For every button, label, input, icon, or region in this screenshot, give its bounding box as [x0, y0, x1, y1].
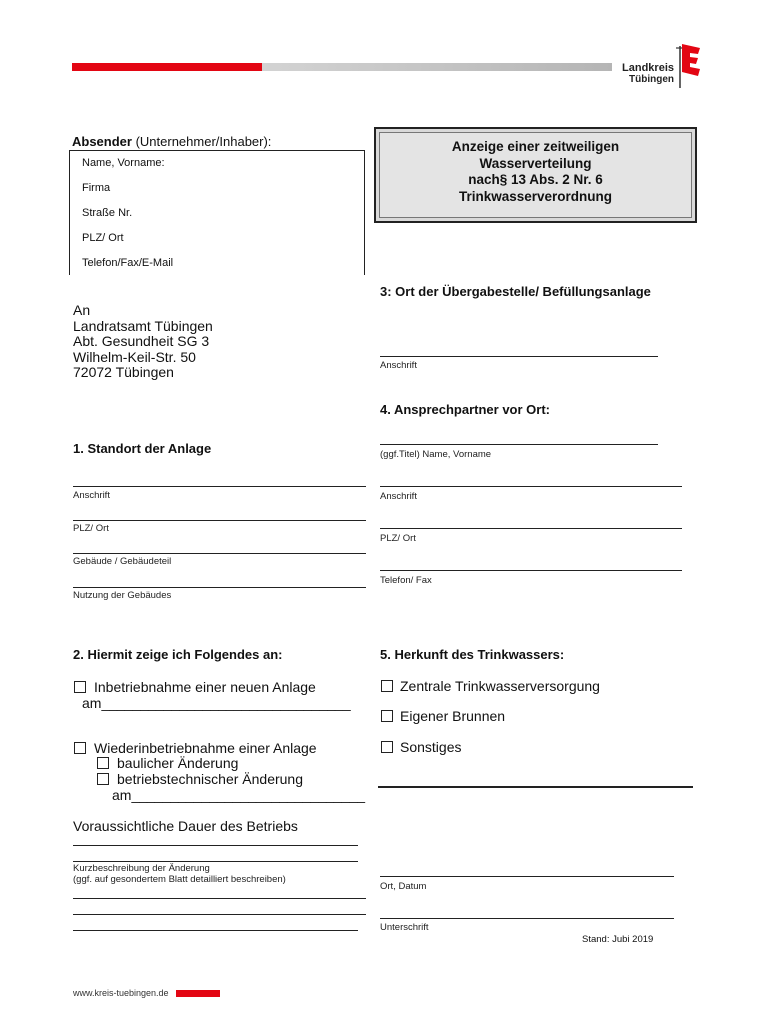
description-line-4[interactable]	[73, 930, 358, 931]
version-stamp: Stand: Jubi 2019	[582, 934, 654, 945]
description-label-line1: Kurzbeschreibung der Änderung	[73, 863, 210, 874]
recipient-line: Abt. Gesundheit SG 3	[73, 333, 210, 349]
section4-name-label: (ggf.Titel) Name, Vorname	[380, 449, 492, 460]
other-specify-line[interactable]	[378, 786, 693, 788]
sender-heading	[72, 134, 271, 149]
recipient-line: An	[73, 302, 91, 318]
form-title-box	[374, 127, 697, 223]
recipient-line: 72072 Tübingen	[73, 364, 174, 380]
section1-zip-label: PLZ/ Ort	[73, 523, 109, 534]
title-line: Anzeige einer zeitweiligen	[451, 139, 620, 154]
sender-field-company: Firma	[82, 182, 111, 194]
section1-usage-label: Nutzung der Gebäudes	[73, 590, 172, 601]
sender-field-street: Straße Nr.	[82, 207, 133, 219]
header-bar-grey	[262, 63, 612, 71]
section1-address-line[interactable]	[73, 486, 366, 487]
section1-building-line[interactable]	[73, 553, 366, 554]
checkbox-structural-change[interactable]	[97, 757, 109, 769]
section5-heading: 5. Herkunft des Trinkwassers:	[380, 647, 565, 662]
title-line: Trinkwasserverordnung	[458, 188, 613, 204]
recipient-line: Landratsamt Tübingen	[73, 317, 213, 334]
section1-address-label: Anschrift	[73, 490, 110, 501]
title-line: Wasserverteilung	[479, 155, 592, 171]
sender-field-contact: Telefon/Fax/E-Mail	[82, 257, 174, 269]
sender-field-zip-city: PLZ/ Ort	[82, 232, 124, 244]
section1-usage-line[interactable]	[73, 587, 366, 588]
option-central-supply-label: Zentrale Trinkwasserversorgung	[400, 678, 600, 694]
sender-heading-bold: Absender	[72, 134, 132, 149]
footer-red-bar	[176, 990, 220, 997]
section4-name-line[interactable]	[380, 444, 658, 445]
option-structural-change-label: baulicher Änderung	[117, 755, 239, 771]
section4-phone-label: Telefon/ Fax	[380, 575, 432, 586]
signature-line[interactable]	[380, 918, 674, 919]
option-new-installation-label: Inbetriebnahme einer neuen Anlage	[94, 679, 316, 695]
option-technical-change-label: betriebstechnischer Änderung	[117, 771, 304, 787]
checkbox-technical-change[interactable]	[97, 773, 109, 785]
logo-text	[612, 62, 674, 85]
section4-zip-line[interactable]	[380, 528, 682, 529]
place-date-line[interactable]	[380, 876, 674, 877]
signature-label: Unterschrift	[380, 922, 429, 933]
option-other-label: Sonstiges	[400, 739, 462, 755]
restart-date-field[interactable]: am______________________________	[112, 787, 366, 803]
sender-box[interactable]	[69, 150, 365, 275]
section1-building-label: Gebäude / Gebäudeteil	[73, 556, 172, 567]
section4-address-label: Anschrift	[380, 491, 417, 502]
header-bar-red	[72, 63, 262, 71]
section3-heading: 3: Ort der Übergabestelle/ Befüllungsanlage	[380, 284, 651, 299]
footer-url: www.kreis-tuebingen.de	[73, 988, 169, 998]
header-bar	[72, 63, 612, 71]
section2-heading: 2. Hiermit zeige ich Folgendes an:	[73, 647, 283, 662]
duration-line[interactable]	[73, 845, 358, 846]
sender-field-name: Name, Vorname:	[82, 157, 165, 169]
sender-heading-rest: (Unternehmer/Inhaber):	[131, 134, 272, 149]
section4-address-line[interactable]	[380, 486, 682, 487]
landkreis-flag-logo-icon	[674, 42, 704, 90]
option-restart-installation-label: Wiederinbetriebnahme einer Anlage	[94, 740, 317, 756]
section4-phone-line[interactable]	[380, 570, 682, 571]
section3-address-line[interactable]	[380, 356, 658, 357]
description-line-3[interactable]	[73, 914, 366, 915]
option-own-well-label: Eigener Brunnen	[400, 708, 506, 724]
description-line[interactable]	[73, 861, 358, 862]
recipient-line: Wilhelm-Keil-Str. 50	[73, 348, 196, 365]
checkbox-new-installation[interactable]	[74, 681, 86, 693]
description-label-line2: (ggf. auf gesondertem Blatt detailliert beschreiben)	[73, 874, 286, 885]
title-line: nach§ 13 Abs. 2 Nr. 6	[468, 172, 603, 187]
section4-heading: 4. Ansprechpartner vor Ort:	[380, 402, 551, 417]
checkbox-restart-installation[interactable]	[74, 742, 86, 754]
section1-heading: 1. Standort der Anlage	[73, 441, 212, 456]
logo-line2: Tübingen	[629, 74, 674, 85]
checkbox-central-supply[interactable]	[381, 680, 393, 692]
checkbox-own-well[interactable]	[381, 710, 393, 722]
section1-zip-line[interactable]	[73, 520, 366, 521]
recipient-address	[73, 303, 213, 381]
duration-label: Voraussichtliche Dauer des Betriebs	[73, 818, 298, 834]
place-date-label: Ort, Datum	[380, 881, 427, 892]
form-title	[379, 132, 692, 218]
checkbox-other[interactable]	[381, 741, 393, 753]
new-installation-date-field[interactable]: am________________________________	[82, 695, 351, 711]
section3-address-label: Anschrift	[380, 360, 417, 371]
description-label	[73, 863, 286, 885]
logo-line1: Landkreis	[622, 62, 674, 74]
section4-zip-label: PLZ/ Ort	[380, 533, 416, 544]
description-line-2[interactable]	[73, 898, 366, 899]
